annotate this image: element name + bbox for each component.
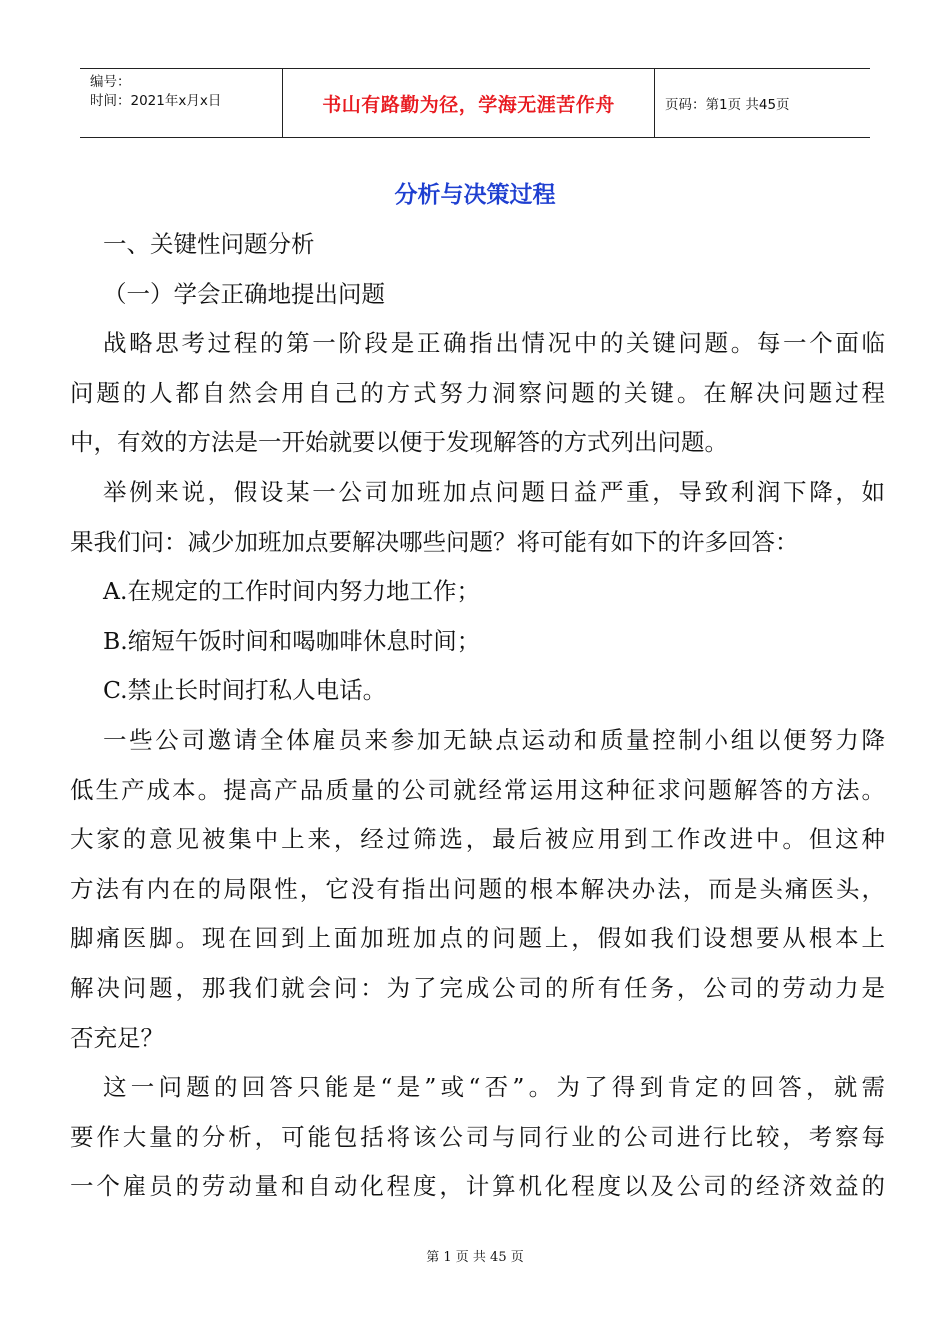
body-line: （一）学会正确地提出问题 [103, 279, 385, 308]
page-code: 页码：第1页 共45页 [665, 97, 790, 113]
body-line: 一个雇员的劳动量和自动化程度，计算机化程度以及公司的经济效益的 [70, 1172, 885, 1201]
time-label: 时间：2021年x月x日 [90, 93, 222, 109]
body-line: C.禁止长时间打私人电话。 [103, 676, 387, 705]
body-line: 大家的意见被集中上来，经过筛选，最后被应用到工作改进中。但这种 [70, 825, 885, 854]
body-line: 解决问题，那我们就会问：为了完成公司的所有任务，公司的劳动力是 [70, 973, 885, 1002]
number-label: 编号： [90, 74, 131, 90]
page-header [80, 68, 870, 138]
body-line: 方法有内在的局限性，它没有指出问题的根本解决办法，而是头痛医头， [70, 874, 885, 903]
motto-text: 书山有路勤为径，学海无涯苦作舟 [322, 93, 615, 116]
body-line: 举例来说，假设某一公司加班加点问题日益严重，导致利润下降，如 [103, 477, 885, 506]
header-meta [80, 69, 282, 137]
body-line: 果我们问：减少加班加点要解决哪些问题？将可能有如下的许多回答： [70, 527, 799, 556]
body-line: 一些公司邀请全体雇员来参加无缺点运动和质量控制小组以便努力降 [103, 725, 885, 754]
body-line: 脚痛医脚。现在回到上面加班加点的问题上，假如我们设想要从根本上 [70, 924, 885, 953]
body-line: 中，有效的方法是一开始就要以便于发现解答的方式列出问题。 [70, 428, 728, 457]
body-line: A.在规定的工作时间内努力地工作； [103, 577, 480, 606]
page-footer: 第 1 页 共 45 页 [426, 1250, 524, 1265]
header-page-code-cell [655, 69, 870, 137]
document-title: 分析与决策过程 [394, 182, 556, 208]
body-line: 低生产成本。提高产品质量的公司就经常运用这种征求问题解答的方法。 [70, 775, 885, 804]
body-line: 战略思考过程的第一阶段是正确指出情况中的关键问题。每一个面临 [103, 329, 885, 358]
body-line: 这一问题的回答只能是“是”或“否”。为了得到肯定的回答，就需 [103, 1073, 885, 1102]
body-line: 一、关键性问题分析 [103, 230, 315, 258]
body-line: 要作大量的分析，可能包括将该公司与同行业的公司进行比较，考察每 [70, 1122, 885, 1151]
document-body [70, 220, 885, 1212]
header-motto-cell [282, 69, 655, 137]
body-line: B.缩短午饭时间和喝咖啡休息时间； [103, 626, 481, 655]
body-line: 问题的人都自然会用自己的方式努力洞察问题的关键。在解决问题过程 [70, 378, 885, 407]
body-line: 否充足？ [70, 1023, 164, 1052]
